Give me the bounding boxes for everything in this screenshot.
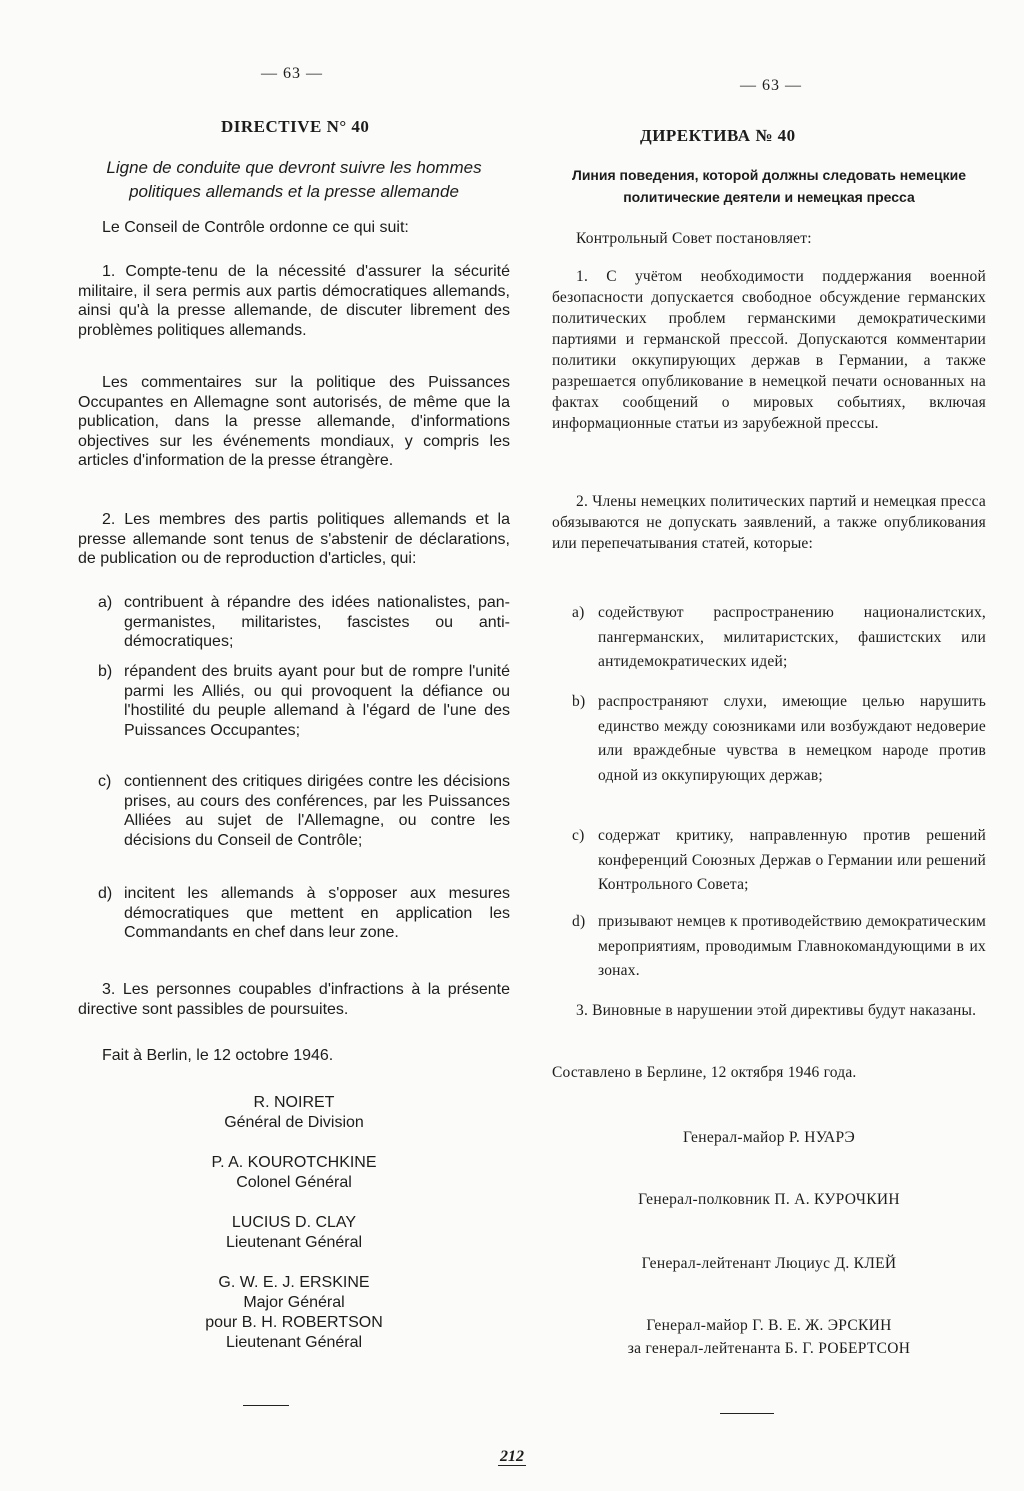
directive-title-ru: ДИРЕКТИВА № 40 xyxy=(640,126,796,145)
signature-ru-erskine: Генерал-майор Г. В. Е. Ж. ЭРСКИН xyxy=(646,1317,892,1334)
list-text: распространяют слухи, имеющие целью нарушить единство между союзниками или возбуждают недоверие или враждебные чувства в немецком народе против одной из оккупирующих держав; xyxy=(598,693,986,784)
paragraph-1-ru: 1. С учётом необходимости поддержания военной безопасности допускается свободное обсуждение германских политических проблем германскими демократическими партиями и германской прессой. Допускаются комментарии политики оккупирующих держав в Германии, а также разрешается опубликование в немецкой печати основанных на фактах сообщений о мировых событиях, включая информационные статьи из зарубежной прессы. xyxy=(552,268,986,432)
list-label: b) xyxy=(572,693,586,710)
list-label: b) xyxy=(98,663,113,680)
paragraph-2-fr: 2. Les membres des partis politiques allemands et la presse allemande sont tenus de s'abstenir de déclarations, de publication ou de reproduction d'articles, qui: xyxy=(78,511,510,567)
signatory-on-behalf: pour B. H. ROBERTSON xyxy=(205,1314,383,1331)
signatory-rank: Lieutenant Général xyxy=(225,1234,363,1251)
list-label: a) xyxy=(572,604,585,621)
list-item-c-fr xyxy=(98,772,510,850)
signature-ru-clay: Генерал-лейтенант Люциус Д. КЛЕЙ xyxy=(641,1255,897,1272)
signatory-name: G. W. E. J. ERSKINE xyxy=(218,1274,370,1291)
list-item-a-ru xyxy=(572,601,986,675)
closing-rule-right xyxy=(720,1413,774,1414)
signature-ru-robertson: за генерал-лейтенанта Б. Г. РОБЕРТСОН xyxy=(627,1340,911,1357)
signature-clay xyxy=(78,1213,510,1253)
closing-rule-left xyxy=(243,1405,289,1406)
signature-erskine xyxy=(78,1273,510,1353)
paragraph-2-ru: 2. Члены немецких политических партий и немецкая пресса обязываются не допускать заявлений, а также опубликования или перепечатывания статей, которые: xyxy=(552,493,986,552)
list-label: a) xyxy=(98,594,113,611)
page-number-right: — 63 — xyxy=(740,77,802,94)
list-label: c) xyxy=(572,827,585,844)
page-number-left: — 63 — xyxy=(261,65,323,82)
directive-subtitle-fr: Ligne de conduite que devront suivre les hommes politiques allemands et la presse allemande xyxy=(106,158,482,201)
list-item-d-ru xyxy=(572,910,986,984)
directive-title-fr: DIRECTIVE N° 40 xyxy=(221,117,370,136)
intro-ru: Контрольный Совет постановляет: xyxy=(576,230,812,247)
list-text: contiennent des critiques dirigées contre les décisions prises, au cours des conférences, par les Puissances Alliées au sujet de l'Allemagne, ou contre les décisions du Conseil de Contrôle; xyxy=(124,773,510,849)
paragraph-1-fr: 1. Compte-tenu de la nécessité d'assurer la sécurité militaire, il sera permis aux partis démocratiques allemands, ainsi qu'à la presse allemande, de discuter librement des problèmes politiques allemands. xyxy=(78,263,510,339)
list-item-b-ru xyxy=(572,690,986,788)
signature-kourotchkine xyxy=(78,1153,510,1193)
footer-page-number-text: 212 xyxy=(500,1448,524,1465)
signatory-rank: Major Général xyxy=(243,1294,345,1311)
list-text: répandent des bruits ayant pour but de rompre l'unité parmi les Alliés, ou qui provoquent la défiance ou l'hostilité du peuple allemand à l'égard de l'une des Puissances Occupantes; xyxy=(124,663,510,739)
date-line-fr: Fait à Berlin, le 12 octobre 1946. xyxy=(102,1047,334,1064)
date-line-ru: Составлено в Берлине, 12 октября 1946 года. xyxy=(552,1064,857,1081)
list-item-c-ru xyxy=(572,824,986,898)
signatory-name: LUCIUS D. CLAY xyxy=(231,1214,357,1231)
signatory-rank: Général de Division xyxy=(224,1114,364,1131)
signature-ru-noiret: Генерал-майор Р. НУАРЭ xyxy=(682,1129,856,1146)
directive-subtitle-ru: Линия поведения, которой должны следовать немецкие политические деятели и немецкая пресса xyxy=(572,167,966,205)
footer-page-number xyxy=(0,1448,1024,1466)
signatory-name: P. A. KOUROTCHKINE xyxy=(211,1154,377,1171)
list-item-d-fr xyxy=(98,884,510,943)
signatory-name: R. NOIRET xyxy=(253,1094,335,1111)
paragraph-3-ru: 3. Виновные в нарушении этой директивы будут наказаны. xyxy=(576,1002,977,1019)
list-text: incitent les allemands à s'opposer aux mesures démocratiques que mettent en application les Commandants en chef dans leur zone. xyxy=(124,885,510,941)
signatory-rank: Colonel Général xyxy=(236,1174,352,1191)
list-text: призывают немцев к противодействию демократическим мероприятиям, проводимым Главнокомандующими в их зонах. xyxy=(598,913,986,979)
list-label: d) xyxy=(572,913,586,930)
list-label: c) xyxy=(98,773,112,790)
paragraph-1b-fr: Les commentaires sur la politique des Puissances Occupantes en Allemagne sont autorisés, de même que la publication, dans la presse allemande, d'informations objectives sur les événements mondiaux, y compris les articles d'information de la presse étrangère. xyxy=(78,374,510,469)
signature-ru-kourotchkine: Генерал-полковник П. А. КУРОЧКИН xyxy=(638,1191,900,1208)
list-text: contribuent à répandre des idées nationalistes, pan-germanistes, militaristes, fascistes ou anti-démocratiques; xyxy=(124,594,510,650)
intro-fr: Le Conseil de Contrôle ordonne ce qui suit: xyxy=(102,219,409,236)
list-label: d) xyxy=(98,885,113,902)
signatory-rank: Lieutenant Général xyxy=(225,1334,363,1351)
list-text: содействуют распространению националистских, пангерманских, милитаристских, фашистских или антидемократических идей; xyxy=(598,604,986,670)
list-item-a-fr xyxy=(98,593,510,652)
signature-noiret xyxy=(78,1093,510,1133)
paragraph-3-fr: 3. Les personnes coupables d'infractions à la présente directive sont passibles de poursuites. xyxy=(78,981,510,1018)
list-text: содержат критику, направленную против решений конференций Союзных Держав о Германии или решений Контрольного Совета; xyxy=(598,827,986,893)
list-item-b-fr xyxy=(98,662,510,740)
